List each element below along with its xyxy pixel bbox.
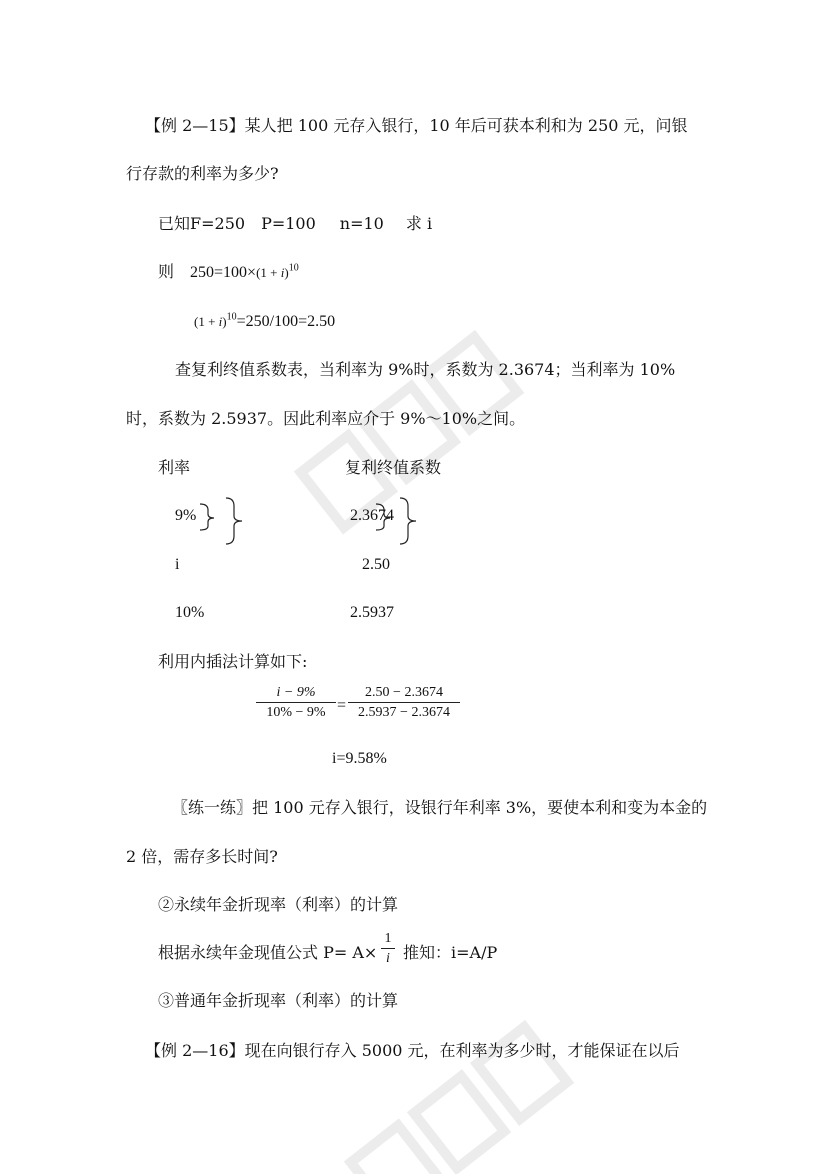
known-prefix: 已知 [158, 214, 191, 233]
example-2-15-continuation: 行存款的利率为多少? [126, 164, 279, 183]
formula-prefix: 根据永续年金现值公式 P= A× [158, 943, 378, 962]
table-row-rate-2: i [175, 556, 180, 573]
example-text: 某人把 100 元存入银行，10 年后可获本利和为 250 元，问银 [244, 116, 688, 135]
table-row-coef-1: 2.3674 [350, 507, 394, 524]
fraction-left-denominator: 10% − 9% [266, 705, 326, 720]
formula-fraction-numerator: 1 [381, 930, 395, 949]
known-values-line [158, 214, 432, 234]
fraction-right-numerator: 2.50 − 2.3674 [348, 684, 460, 703]
section-annuity-heading: ③普通年金折现率（利率）的计算 [158, 991, 399, 1010]
eq1-exp: 10 [288, 262, 299, 274]
table-header-rate: 利率 [158, 458, 191, 477]
formula-suffix: 推知：i=A/P [403, 943, 498, 962]
fraction-right-denominator: 2.5937 − 2.3674 [358, 705, 450, 720]
fraction-right [348, 684, 460, 723]
eq2-i: i [218, 314, 223, 329]
known-p: P=100 [261, 214, 316, 233]
eq1-paren: (1 + [256, 265, 281, 280]
known-f: F=250 [190, 214, 246, 233]
table-header-coefficient: 复利终值系数 [345, 458, 442, 477]
eq2-exp: 10 [226, 311, 237, 323]
lookup-paragraph-continuation: 时，系数为 2.5937。因此利率应介于 9%～10%之间。 [126, 409, 526, 428]
brace-right-small [372, 500, 396, 540]
fraction-left-numerator: i − 9% [256, 684, 336, 703]
practice-paragraph-continuation: 2 倍，需存多长时间? [126, 847, 278, 866]
known-ask: 求 i [405, 214, 433, 233]
interpolation-result: i=9.58% [332, 750, 387, 767]
practice-paragraph: 〖练一练〗把 100 元存入银行，设银行年利率 3%，要使本利和变为本金的 [172, 798, 708, 817]
interpolation-intro: 利用内插法计算如下: [158, 652, 308, 671]
table-row-coef-2: 2.50 [362, 556, 390, 573]
section-perpetuity-heading: ②永续年金折现率（利率）的计算 [158, 895, 399, 914]
fraction-left [256, 684, 336, 723]
example-text: 现在向银行存入 5000 元，在利率为多少时，才能保证在以后 [244, 1041, 680, 1060]
example-label: 【例 2—15】 [145, 116, 245, 135]
brace-right-large [396, 496, 426, 548]
eq1-i: i [280, 265, 285, 280]
example-2-16-paragraph [145, 1041, 680, 1061]
example-2-15-paragraph [145, 116, 688, 136]
eq2-paren: (1 + [194, 314, 219, 329]
eq1-left: 250=100× [190, 264, 257, 281]
example-label: 【例 2—16】 [145, 1041, 245, 1060]
known-n: n=10 [339, 214, 384, 233]
formula-fraction-denominator: i [386, 951, 390, 966]
table-row-rate-3: 10% [175, 604, 205, 621]
eq2-rest: =250/100=2.50 [236, 313, 336, 330]
perpetuity-formula-line [158, 943, 377, 963]
eq1-close: ) [284, 265, 289, 280]
lookup-paragraph: 查复利终值系数表，当利率为 9%时，系数为 2.3674；当利率为 10% [175, 360, 676, 379]
formula-fraction [381, 930, 395, 969]
brace-left-large [222, 496, 252, 548]
fraction-equals: = [337, 697, 347, 714]
equation-1 [158, 263, 299, 283]
equation-2 [194, 312, 335, 332]
table-row-rate-1: 9% [175, 507, 197, 524]
eq1-prefix: 则 [158, 264, 175, 281]
eq2-close: ) [222, 314, 227, 329]
table-row-coef-3: 2.5937 [350, 604, 394, 621]
